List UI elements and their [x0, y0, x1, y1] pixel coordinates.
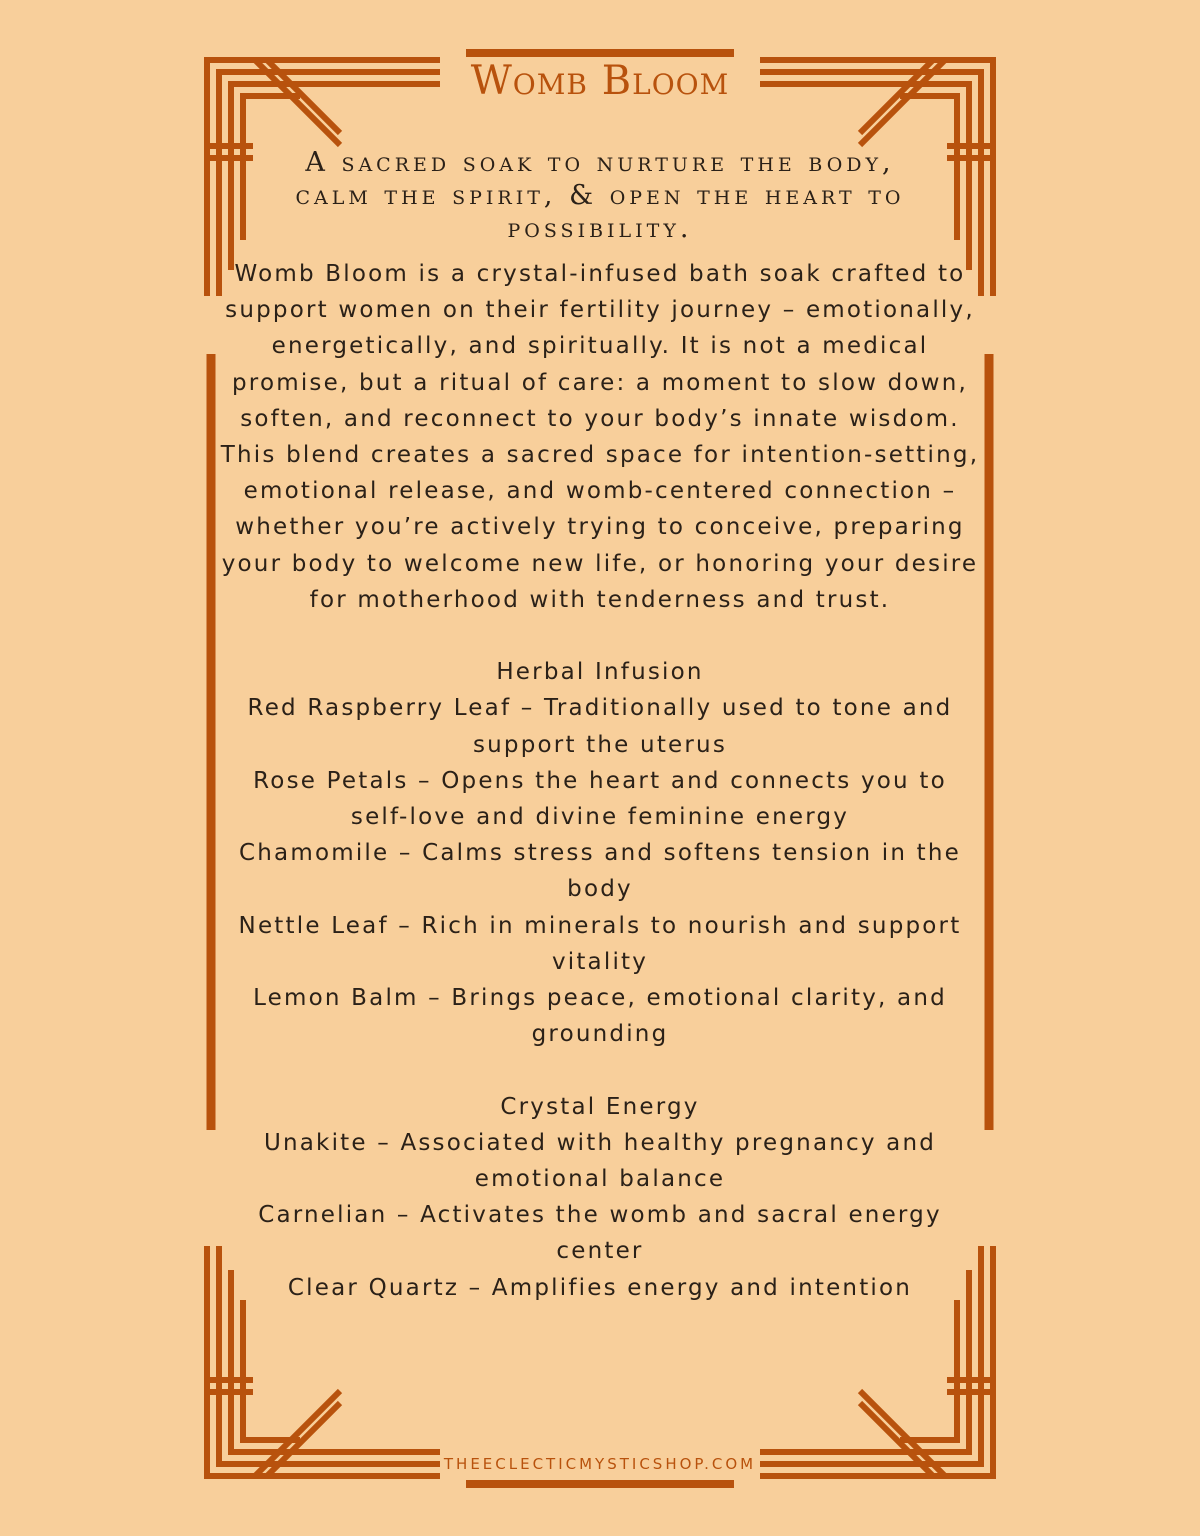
crystal-item: Clear Quartz – Amplifies energy and intention	[287, 1274, 913, 1301]
herbal-item: Lemon Balm – Brings peace, emotional clarity, and grounding	[253, 985, 947, 1048]
herbal-item: Nettle Leaf – Rich in minerals to nourish and support vitality	[238, 912, 962, 975]
herbal-item: Rose Petals – Opens the heart and connects you to self-love and divine feminine energy	[253, 767, 947, 831]
website-link[interactable]: THEECLECTICMYSTICSHOP.COM	[443, 1455, 757, 1473]
tagline: A sacred soak to nurture the body, calm the spirit, & open the heart to possibility.	[295, 147, 905, 244]
crystal-heading: Crystal Energy	[500, 1093, 700, 1120]
crystal-item: Unakite – Associated with healthy pregnancy and emotional balance	[263, 1129, 937, 1193]
crystal-item: Carnelian – Activates the womb and sacral energy center	[258, 1202, 942, 1265]
herbal-heading: Herbal Infusion	[496, 659, 704, 686]
herbal-item: Chamomile – Calms stress and softens tension in the body	[239, 840, 961, 903]
intro-paragraph: Womb Bloom is a crystal-infused bath soak crafted to support women on their fertility journey – emotionally, energetically, and spiritually. It is not a medical promise, but a ritual of care: a moment to slow down, soften, and reconnect to your body’s innate wisdom. This blend creates a sacred space for intention-setting, emotional release, and womb-centered connection – whether you’re actively trying to conceive, preparing your body to welcome new life, or honoring your desire for motherhood with tenderness and trust.	[220, 261, 980, 613]
herbal-item: Red Raspberry Leaf – Traditionally used to tone and support the uterus	[247, 695, 953, 758]
page-title: Womb Bloom	[470, 58, 730, 104]
description-body	[220, 256, 980, 1306]
